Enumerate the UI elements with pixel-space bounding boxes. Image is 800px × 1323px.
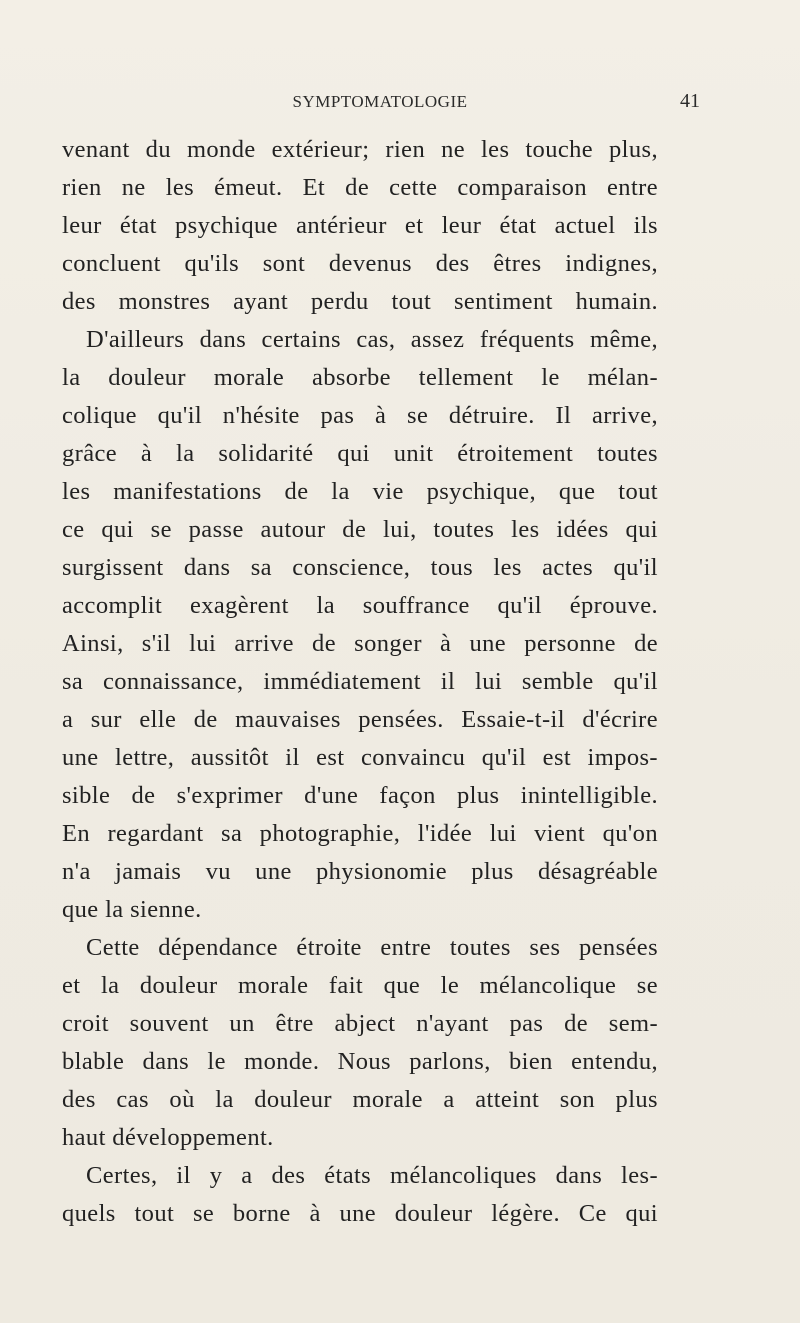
text-line: haut développement.	[62, 1124, 274, 1151]
text-line: que la sienne.	[62, 896, 202, 923]
text-line: des monstres ayant perdu tout sentiment humain.	[62, 288, 658, 315]
text-line: leur état psychique antérieur et leur état actuel ils	[62, 212, 658, 239]
page-number: 41	[680, 90, 700, 112]
text-line: En regardant sa photographie, l'idée lui vient qu'on	[62, 820, 658, 847]
text-line: surgissent dans sa conscience, tous les actes qu'il	[62, 554, 658, 581]
text-line: la douleur morale absorbe tellement le mélan-	[62, 364, 658, 391]
running-title: SYMPTOMATOLOGIE	[292, 92, 468, 111]
text-line: concluent qu'ils sont devenus des êtres indignes,	[62, 250, 658, 277]
text-line: grâce à la solidarité qui unit étroitement toutes	[62, 440, 658, 467]
text-line: blable dans le monde. Nous parlons, bien entendu,	[62, 1048, 658, 1075]
body-text	[62, 131, 658, 1233]
text-line: Ainsi, s'il lui arrive de songer à une personne de	[62, 630, 658, 657]
text-line: Certes, il y a des états mélancoliques dans les-	[86, 1162, 658, 1189]
text-line: sa connaissance, immédiatement il lui semble qu'il	[62, 668, 658, 695]
text-line: n'a jamais vu une physionomie plus désagréable	[62, 858, 658, 885]
text-line: accomplit exagèrent la souffrance qu'il éprouve.	[62, 592, 658, 619]
text-line: ce qui se passe autour de lui, toutes les idées qui	[62, 516, 658, 543]
text-line: des cas où la douleur morale a atteint son plus	[62, 1086, 658, 1113]
text-line: les manifestations de la vie psychique, que tout	[62, 478, 658, 505]
text-line: croit souvent un être abject n'ayant pas de sem-	[62, 1010, 658, 1037]
text-line: sible de s'exprimer d'une façon plus inintelligible.	[62, 782, 658, 809]
text-line: venant du monde extérieur; rien ne les touche plus,	[62, 136, 658, 163]
running-header	[60, 92, 700, 116]
text-line: rien ne les émeut. Et de cette comparaison entre	[62, 174, 658, 201]
text-line: et la douleur morale fait que le mélancolique se	[62, 972, 658, 999]
text-line: Cette dépendance étroite entre toutes ses pensées	[86, 934, 658, 961]
text-line: D'ailleurs dans certains cas, assez fréquents même,	[86, 326, 658, 353]
text-line: une lettre, aussitôt il est convaincu qu'il est impos-	[62, 744, 658, 771]
text-line: quels tout se borne à une douleur légère. Ce qui	[62, 1200, 658, 1227]
text-line: colique qu'il n'hésite pas à se détruire. Il arrive,	[62, 402, 658, 429]
text-line: a sur elle de mauvaises pensées. Essaie-t-il d'écrire	[62, 706, 658, 733]
